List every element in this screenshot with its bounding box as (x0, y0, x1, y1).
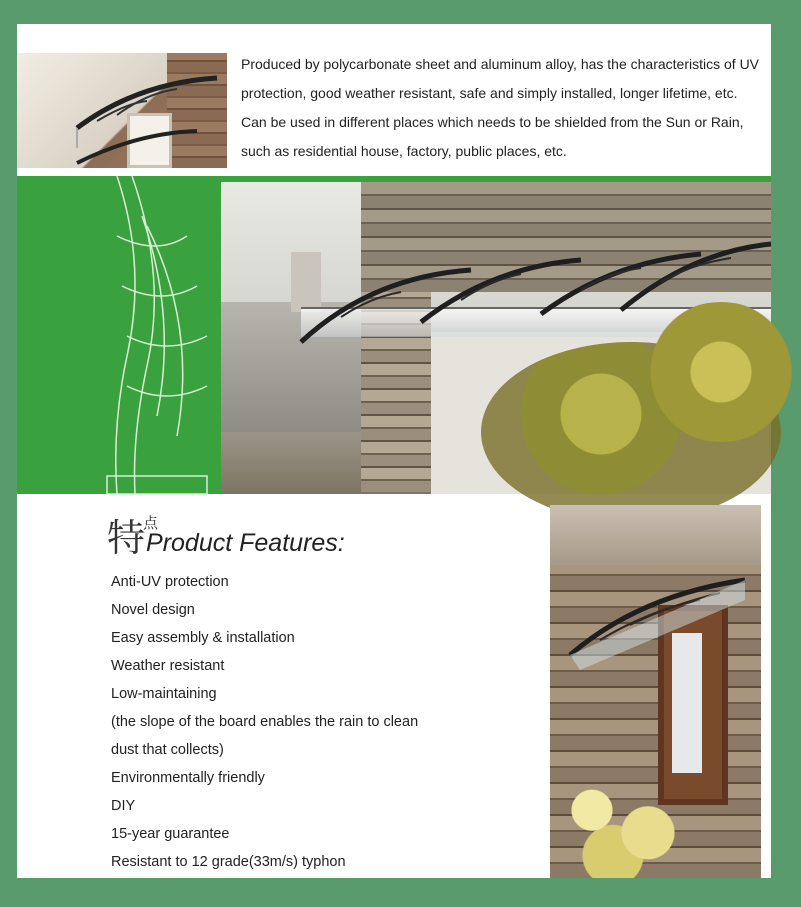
features-heading-cjk-big: 特 (107, 516, 146, 560)
feature-item: (the slope of the board enables the rain to clean (111, 714, 419, 730)
house-canopy-photo (221, 182, 771, 494)
feature-item: dust that collects) (111, 742, 224, 758)
canopy-banner (17, 176, 771, 494)
features-heading-english: Product Features: (146, 529, 345, 557)
feature-item: Weather resistant (111, 658, 225, 674)
features-heading-cjk-small: 点 (143, 514, 159, 532)
feature-item: Novel design (111, 602, 195, 618)
feature-item: Low-maintaining (111, 686, 217, 702)
foreground-shrub-right (641, 302, 801, 442)
feature-item: Environmentally friendly (111, 770, 265, 786)
feature-item: Resistant to 12 grade(33m/s) typhon (111, 854, 346, 870)
intro-description: Produced by polycarbonate sheet and aluminum alloy, has the characteristics of UV protection, good weather resistant, safe and simply installed, longer lifetime, etc. Can be used in different places which needs to be shielded from the Sun or Rain, such as residential house, factory, public places, etc. (241, 56, 760, 159)
window-canopy-photo (550, 505, 761, 878)
product-sheet (17, 24, 771, 878)
canopy-bracket-drawing (17, 53, 227, 168)
feature-item: 15-year guarantee (111, 826, 230, 842)
foreground-leaves (550, 765, 690, 878)
feature-item: Anti-UV protection (111, 574, 229, 590)
features-heading (107, 510, 345, 558)
features-list (111, 568, 418, 876)
canopy-thumbnail-photo (17, 53, 227, 168)
feature-item: Easy assembly & installation (111, 630, 295, 646)
feature-item: DIY (111, 798, 136, 814)
